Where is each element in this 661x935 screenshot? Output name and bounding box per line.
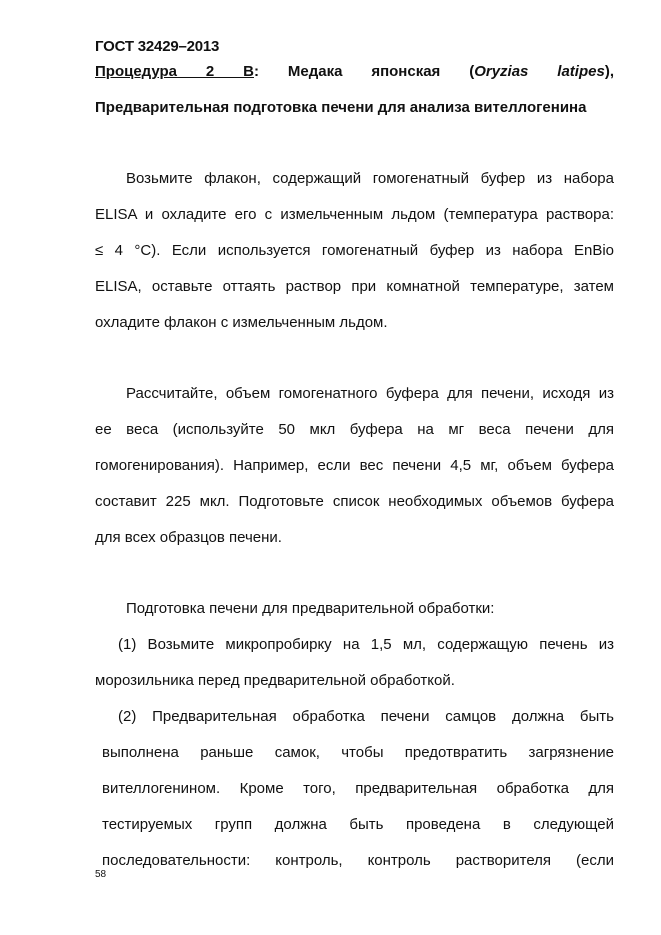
- step-2-line-2: выполнена раньше самок, чтобы предотвратить загрязнение: [102, 744, 614, 761]
- paragraph-2-line-3: гомогенирования). Например, если вес печени 4,5 мг, объем буфера: [95, 457, 614, 474]
- step-2-line-5: последовательности: контроль, контроль растворителя (если: [102, 852, 614, 869]
- procedure-colon: :: [253, 63, 259, 80]
- preparation-heading: Подготовка печени для предварительной обработки:: [126, 600, 495, 617]
- step-1-line-2: морозильника перед предварительной обработкой.: [95, 672, 455, 689]
- paragraph-2-line-5: для всех образцов печени.: [95, 529, 282, 546]
- procedure-title-line-2: Предварительная подготовка печени для анализа вителлогенина: [95, 99, 587, 116]
- species-name-end: ),: [604, 63, 614, 80]
- paragraph-1-line-4: ELISA, оставьте оттаять раствор при комнатной температуре, затем: [95, 278, 614, 295]
- page-number: 58: [95, 869, 107, 880]
- paragraph-2-line-2: ее веса (используйте 50 мкл буфера на мг веса печени для: [95, 421, 614, 438]
- paragraph-1-line-2: ELISA и охладите его с измельченным льдом (температура раствора:: [95, 206, 614, 223]
- paragraph-1-line-5: охладите флакон с измельченным льдом.: [95, 314, 388, 331]
- standard-header: ГОСТ 32429–2013: [95, 38, 220, 55]
- species-name: Медака японская (: [287, 63, 475, 80]
- paragraph-2-line-4: составит 225 мкл. Подготовьте список необходимых объемов буфера: [95, 493, 614, 510]
- paragraph-1-line-1: Возьмите флакон, содержащий гомогенатный буфер из набора: [126, 170, 614, 187]
- procedure-label: Процедура 2 В: [95, 63, 254, 80]
- paragraph-1-line-3: ≤ 4 °С). Если используется гомогенатный буфер из набора EnBio: [95, 242, 614, 259]
- step-1-line-1: (1) Возьмите микропробирку на 1,5 мл, содержащую печень из: [118, 636, 614, 653]
- species-latin-name: Oryzias latipes: [474, 63, 605, 80]
- step-2-line-1: (2) Предварительная обработка печени самцов должна быть: [118, 708, 614, 725]
- paragraph-2-line-1: Рассчитайте, объем гомогенатного буфера для печени, исходя из: [126, 385, 614, 402]
- step-2-line-3: вителлогенином. Кроме того, предварительная обработка для: [102, 780, 614, 797]
- step-2-line-4: тестируемых групп должна быть проведена в следующей: [102, 816, 614, 833]
- procedure-title-line-1: [95, 63, 614, 81]
